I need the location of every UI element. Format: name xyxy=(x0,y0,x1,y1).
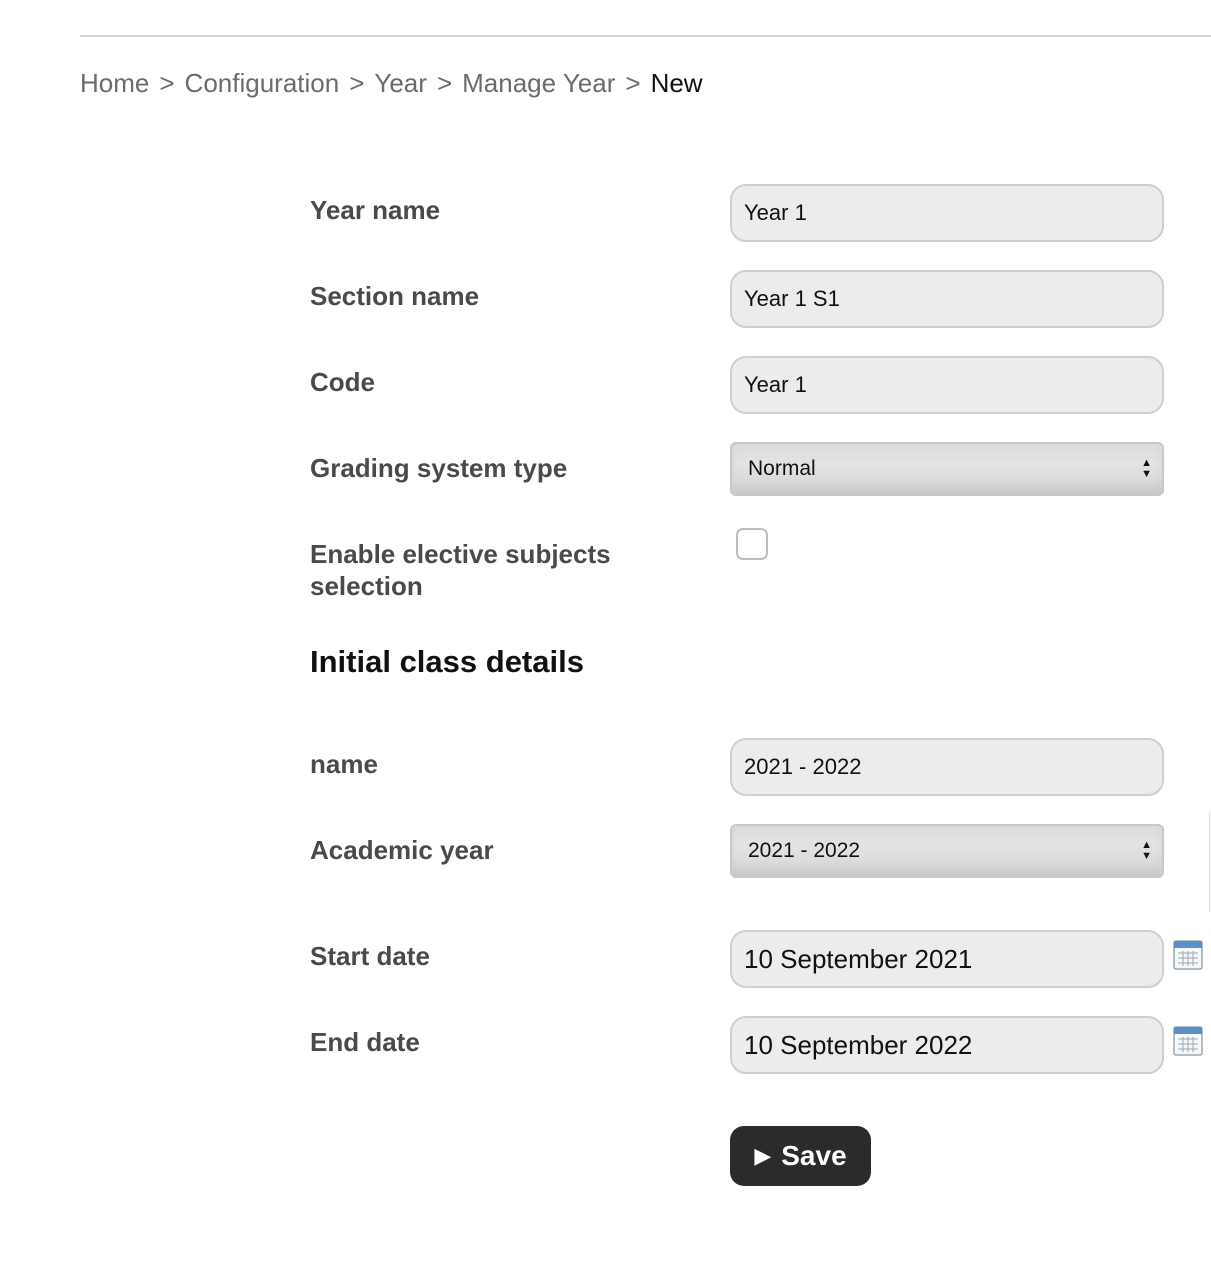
breadcrumb-separator: > xyxy=(436,68,453,98)
section-name-input[interactable] xyxy=(730,270,1164,328)
enable-elective-checkbox[interactable] xyxy=(736,528,768,560)
breadcrumb-separator: > xyxy=(159,68,175,98)
class-name-label: name xyxy=(310,749,378,779)
academic-year-value: 2021 - 2022 xyxy=(748,839,861,862)
play-icon: ▶ xyxy=(754,1143,772,1168)
breadcrumb-year[interactable]: Year xyxy=(374,68,427,98)
code-label: Code xyxy=(310,367,375,397)
breadcrumb-separator: > xyxy=(625,68,641,98)
calendar-icon[interactable] xyxy=(1173,1026,1203,1056)
grading-system-type-value: Normal xyxy=(748,457,816,480)
academic-year-select[interactable] xyxy=(730,824,1164,878)
top-divider xyxy=(80,35,1211,37)
section-name-label: Section name xyxy=(310,281,480,311)
breadcrumb-separator: > xyxy=(349,68,365,98)
breadcrumb-home[interactable]: Home xyxy=(80,68,150,98)
updown-arrows-icon: ▲ ▼ xyxy=(1141,457,1152,480)
grading-system-type-select[interactable] xyxy=(730,442,1164,496)
breadcrumb-manage-year[interactable]: Manage Year xyxy=(462,68,616,98)
scroll-edge-divider xyxy=(1209,812,1210,912)
year-name-label: Year name xyxy=(310,195,441,225)
save-button-label: Save xyxy=(781,1140,847,1171)
breadcrumb-current: New xyxy=(650,68,703,98)
academic-year-label: Academic year xyxy=(310,835,494,865)
breadcrumb xyxy=(80,66,703,100)
grading-system-type-label: Grading system type xyxy=(310,453,568,483)
end-date-input[interactable] xyxy=(730,1016,1164,1074)
save-button[interactable] xyxy=(730,1126,871,1186)
breadcrumb-configuration[interactable]: Configuration xyxy=(184,68,340,98)
updown-arrows-icon: ▲ ▼ xyxy=(1141,839,1152,862)
class-name-input[interactable] xyxy=(730,738,1164,796)
start-date-input[interactable] xyxy=(730,930,1164,988)
end-date-label: End date xyxy=(310,1027,420,1057)
enable-elective-label: Enable elective subjects selection xyxy=(310,539,611,601)
start-date-label: Start date xyxy=(310,941,430,971)
initial-class-details-heading: Initial class details xyxy=(310,644,584,679)
year-name-input[interactable] xyxy=(730,184,1164,242)
calendar-icon[interactable] xyxy=(1173,940,1203,970)
code-input[interactable] xyxy=(730,356,1164,414)
